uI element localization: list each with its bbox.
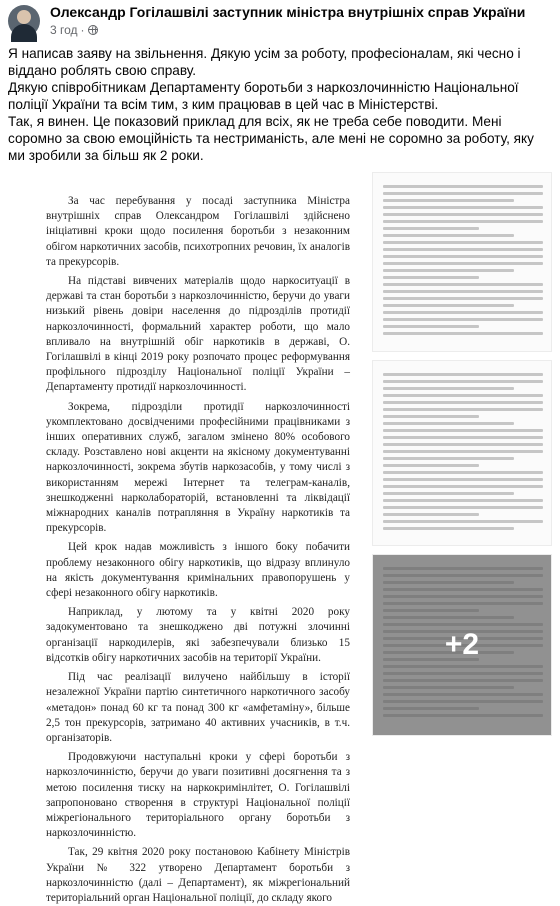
document-text-line xyxy=(383,248,543,251)
gallery-photo-thumb-2[interactable] xyxy=(372,360,552,546)
document-text-line xyxy=(383,492,514,495)
document-text-line xyxy=(383,485,543,488)
document-paragraph: Цей крок надав можливість з іншого боку побачити проблему незаконного обігу наркотиків, що відразу вплинуло на якість документування кримінальних правопорушень у сфері незаконного обігу наркотиків. xyxy=(46,541,350,600)
document-text-line xyxy=(383,422,514,425)
photo-gallery xyxy=(0,168,560,904)
document-text-line xyxy=(383,478,543,481)
gallery-photo-thumb-3[interactable] xyxy=(372,554,552,736)
document-text-line xyxy=(383,262,543,265)
document-text-line xyxy=(383,513,479,516)
post-header xyxy=(0,0,560,42)
document-text-line xyxy=(383,499,543,502)
post-meta xyxy=(50,23,98,37)
document-paragraph: Так, 29 квітня 2020 року постановою Кабінету Міністрів України № 322 утворено Департамент боротьби з наркозлочинністю (далі – Департамент), як міжрегіональний територіальний орган Національної поліції, до складу якого xyxy=(46,846,350,904)
document-text-line xyxy=(383,234,514,237)
avatar[interactable] xyxy=(8,5,40,37)
avatar-body-shape xyxy=(11,24,37,42)
document-text-line xyxy=(383,471,543,474)
document-text-line xyxy=(383,506,543,509)
document-text-line xyxy=(383,297,543,300)
document-text-line xyxy=(383,185,543,188)
document-text-line xyxy=(383,450,543,453)
document-text-lines xyxy=(383,373,543,534)
document-text-line xyxy=(383,241,543,244)
post-paragraph: Я написав заяву на звільнення. Дякую усім за роботу, професіоналам, які чесно і віддано роблять свою справу. xyxy=(8,46,521,78)
document-text-line xyxy=(383,401,543,404)
document-text-line xyxy=(383,332,543,335)
document-text-line xyxy=(383,325,479,328)
document-text-line xyxy=(383,304,514,307)
document-paragraph: Наприклад, у лютому та у квітні 2020 року задокументовано та знешкоджено дві потужні злочинні організації наркодилерів, які забезпечували близько 15 відсотків обігу наркотичних засобів на території України. xyxy=(46,606,350,664)
gallery-photo-main[interactable] xyxy=(8,174,366,904)
document-text-line xyxy=(383,394,543,397)
document-text-line xyxy=(383,457,514,460)
document-text-line xyxy=(383,373,543,376)
document-paragraph: Під час реалізації вилучено найбільшу в історії незалежної України партію синтетичного наркотичного засобу «метадон» понад 60 кг та понад 300 кг «амфетаміну», більше 2,5 тон прекурсорів, затримано 40 активних учасників, в т.ч. організаторів. xyxy=(46,671,350,744)
document-text-line xyxy=(383,283,543,286)
document-text-line xyxy=(383,290,543,293)
post-time[interactable]: 3 год xyxy=(50,23,78,37)
document-text-line xyxy=(383,311,543,314)
document-text-line xyxy=(383,192,543,195)
document-text-line xyxy=(383,520,543,523)
document-text-line xyxy=(383,464,479,467)
document-text-line xyxy=(383,527,514,530)
globe-icon[interactable] xyxy=(88,25,98,35)
document-text-line xyxy=(383,220,543,223)
document-paragraph: Продовжуючи наступальні кроки у сфері боротьби з наркозлочинністю, беручи до уваги позитивні досягнення та з метою посилення тиску на наркокримінлітет, О. Гогілашвілі запропоновано створення в структурі Національної поліції міжрегіонального територіального органу боротьби з наркозлочинністю. xyxy=(46,751,350,840)
post-paragraph: Дякую співробітникам Департаменту боротьби з наркозлочинністю Національної поліції України та всім тим, з ким працював в цей час в Міністерстві. xyxy=(8,80,519,112)
post-paragraph: Так, я винен. Це показовий приклад для всіх, як не треба себе поводити. Мені соромно за свою емоційність та нестриманість, але мені не соромно за роботу, яку ми зробили за більш як 2 роки. xyxy=(8,114,534,163)
document-text-line xyxy=(383,199,514,202)
document-text-line xyxy=(383,415,479,418)
document-text-line xyxy=(383,318,543,321)
document-text-line xyxy=(383,429,543,432)
more-photos-count[interactable]: +2 xyxy=(444,628,480,661)
document-paragraph: На підставі вивчених матеріалів щодо наркоситуації в державі та стан боротьби з наркозлочинністю, беручи до уваги низький рівень довіри населення до підрозділів протидії наркозлочинності, формальний характер роботи, що мало впливало на внутрішній обіг наркотиків в державі, О. Гогілашвілі в кінці 2019 року розпочато процес реформування профільного підрозділу Національної поліції України – Департаменту протидії наркозлочинності. xyxy=(46,275,350,394)
document-paragraph: За час перебування у посаді заступника Міністра внутрішніх справ Олександром Гогілашвілі здійснено ініціативні кроки щодо посилення боротьби з незаконним обігом наркотичних засобів, психотропних речовин, їх аналогів та прекурсорів. xyxy=(46,195,350,268)
post-text xyxy=(8,45,553,164)
document-paragraph: Зокрема, підрозділи протидії наркозлочинності укомплектовано досвідченими професійними працівниками з інших оперативних служб, загалом змінено 80% особового складу. Розставлено нові акценти на якісному документуванні наркозлочинності, зокрема збутів наркозасобів, у тому числі з використанням мережі Інтернет та телеграм-каналів, знешкодженні нарколабораторій, встановленні та ліквідації міжнародних каналів потрапляння в Україну наркотиків та прекурсорів. xyxy=(46,400,350,535)
document-text-line xyxy=(383,276,479,279)
document-text-line xyxy=(383,213,543,216)
document-text-line xyxy=(383,387,514,390)
meta-separator: · xyxy=(80,23,85,37)
author-name[interactable]: Олександр Гогілашвілі заступник міністра внутрішніх справ України xyxy=(50,4,526,20)
avatar-head-shape xyxy=(17,10,31,24)
document-text-line xyxy=(383,436,543,439)
document-text-line xyxy=(383,227,479,230)
document-text-line xyxy=(383,255,543,258)
document-text-line xyxy=(383,206,543,209)
document-text-line xyxy=(383,443,543,446)
document-text-line xyxy=(383,269,514,272)
document-text-line xyxy=(383,380,543,383)
gallery-photo-thumb-1[interactable] xyxy=(372,172,552,352)
document-text-line xyxy=(383,408,543,411)
document-text-lines xyxy=(383,185,543,339)
